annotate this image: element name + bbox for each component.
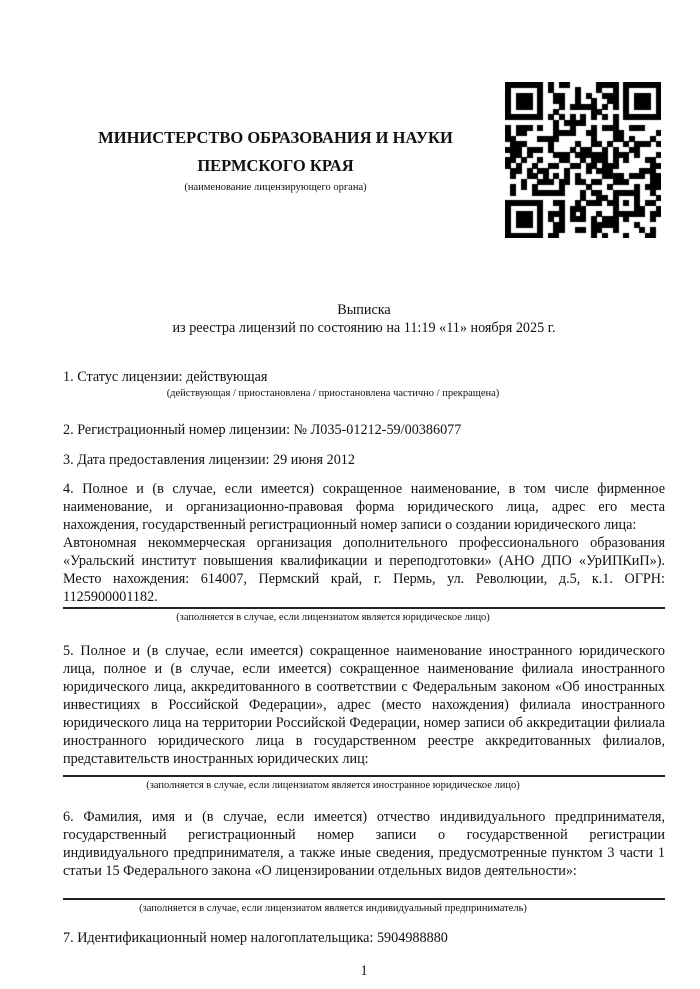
licensing-authority-caption: (наименование лицензирующего органа) bbox=[184, 182, 367, 193]
item-6-entrepreneur-heading: 6. Фамилия, имя и (в случае, если имеется) отчество индивидуального предпринимателя, государственный регистрационный номер записи о государственной регистрации индивидуального предпринимателя, а также иные сведения, предусмотренные пунктом 3 части 1 статьи 15 Федерального закона «О лицензировании отдельных видов деятельности»: bbox=[63, 809, 665, 879]
page-number: 1 bbox=[360, 963, 368, 979]
item-4-legal-entity-heading: 4. Полное и (в случае, если имеется) сокращенное наименование, в том числе фирменное наименование, и организационно-правовая форма юридического лица, адрес его места нахождения, государственный регистрационный номер записи о создании юридического лица: bbox=[63, 481, 665, 533]
item-1-license-status: 1. Статус лицензии: действующая bbox=[63, 369, 268, 385]
ministry-header bbox=[63, 124, 488, 195]
ministry-name-line1: МИНИСТЕРСТВО ОБРАЗОВАНИЯ И НАУКИ bbox=[98, 128, 453, 147]
item-7-taxpayer-number: 7. Идентификационный номер налогоплательщика: 5904988880 bbox=[63, 930, 448, 946]
item-5-foreign-entity-heading: 5. Полное и (в случае, если имеется) сокращенное наименование иностранного юридического лица, полное и (в случае, если имеется) сокращенное наименование филиала иностранного юридического лица, аккредитованного в соответствии с Федеральным законом «Об иностранных инвестициях в Российской Федерации», адрес (место нахождения) филиала иностранного юридического лица на территории Российской Федерации, номер записи об аккредитации филиала иностранного юридического лица в государственном реестре аккредитованных филиалов, представительств иностранных юридических лиц: bbox=[63, 643, 665, 767]
item-4-underline bbox=[63, 607, 665, 609]
document-subtitle: из реестра лицензий по состоянию на 11:19 «11» ноября 2025 г. bbox=[172, 320, 556, 336]
item-6-underline bbox=[63, 898, 665, 900]
item-5-caption: (заполняется в случае, если лицензиатом является иностранное юридическое лицо) bbox=[146, 780, 520, 791]
item-5-underline bbox=[63, 775, 665, 777]
item-3-license-date: 3. Дата предоставления лицензии: 29 июня 2012 bbox=[63, 452, 355, 468]
document-body bbox=[63, 301, 665, 980]
ministry-name-line2: ПЕРМСКОГО КРАЯ bbox=[197, 156, 354, 175]
item-1-status-options-caption: (действующая / приостановлена / приостановлена частично / прекращена) bbox=[166, 388, 500, 399]
document-title-block bbox=[63, 301, 665, 337]
item-6-caption: (заполняется в случае, если лицензиатом является индивидуальный предприниматель) bbox=[139, 903, 527, 914]
document-title: Выписка bbox=[337, 302, 391, 318]
item-4-legal-entity-value: Автономная некоммерческая организация дополнительного профессионального образования «Уральский институт повышения квалификации и переподготовки» (АНО ДПО «УрИПКиП»). Место нахождения: 614007, Пермский край, г. Пермь, ул. Революции, д.5, к.1. ОГРН: 1125900001182. bbox=[63, 535, 665, 605]
item-4-caption: (заполняется в случае, если лицензиатом является юридическое лицо) bbox=[176, 612, 490, 623]
item-2-registration-number: 2. Регистрационный номер лицензии: № Л035-01212-59/00386077 bbox=[63, 422, 462, 438]
qr-code-icon bbox=[505, 82, 661, 238]
